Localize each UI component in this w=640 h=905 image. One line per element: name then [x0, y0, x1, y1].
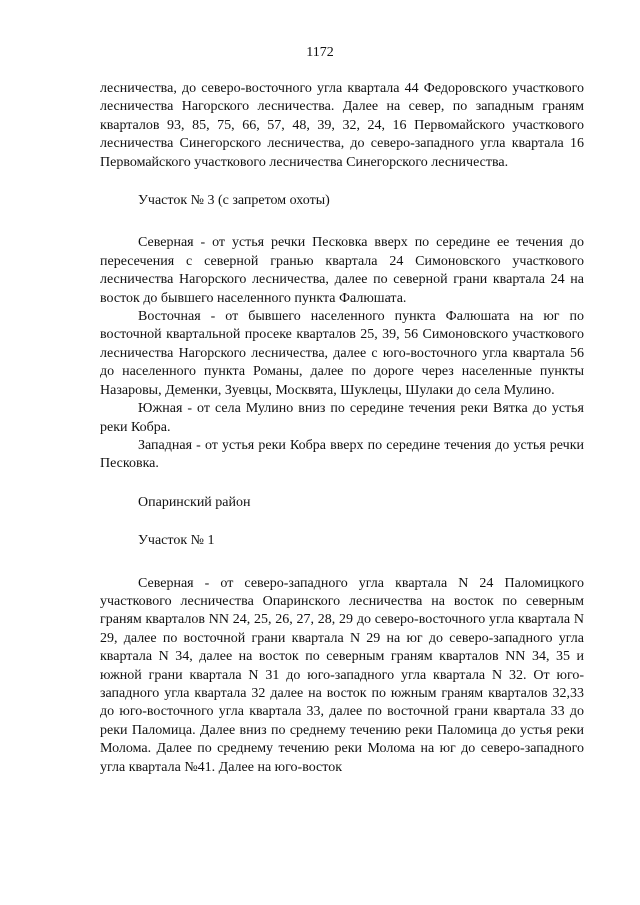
- paragraph-plot1-north: Северная - от северо-западного угла квартала N 24 Паломицкого участкового лесничества Опаринского лесничества на восток по северным граням кварталов NN 24, 25, 26, 27, 28, 29 до северо-восточного угла квартала N 29, далее по восточной грани квартала N 29 на юг до северо-западного угла квартала N 34, далее на восток по северным граням кварталов NN 34, 35 и южной грани квартала N 31 до юго-западного угла квартала N 32. От юго-западного угла квартала 32 далее на восток по южным граням кварталов 32,33 до юго-восточного угла квартала 33, далее по восточной грани квартала 33 до реки Паломица. Далее вниз по среднему течению реки Паломица до устья реки Молома. Далее по среднему течению реки Молома на юг до северо-западного угла квартала №41. Далее на юго-восток: [100, 575, 584, 775]
- document-body: [100, 80, 584, 777]
- paragraph-plot3-south: Южная - от села Мулино вниз по середине течения реки Вятка до устья реки Кобра.: [100, 401, 584, 435]
- page-number: 1172: [306, 45, 334, 60]
- paragraph-continuation: лесничества, до северо-восточного угла квартала 44 Федоровского участкового лесничества Нагорского лесничества. Далее на север, по западным граням кварталов 93, 85, 75, 66, 57, 48, 39, 32, 24, 16 Первомайского участкового лесничества Синегорского лесничества, до северо-западного угла квартала 16 Первомайского участкового лесничества Синегорского лесничества.: [100, 81, 584, 170]
- paragraph-plot3-east: Восточная - от бывшего населенного пункта Фалюшата на юг по восточной квартальной просеке кварталов 25, 39, 56 Симоновского участкового лесничества Нагорского лесничества, далее с юго-восточного угла квартала 56 до населенного пункта Романы, далее по дороге через населенные пункты Назаровы, Деменки, Зуевцы, Москвята, Шуклецы, Шулаки до села Мулино.: [100, 309, 584, 398]
- paragraph-plot3-west: Западная - от устья реки Кобра вверх по середине течения до устья речки Песковка.: [100, 437, 584, 472]
- heading-plot-3: Участок № 3 (с запретом охоты): [138, 193, 330, 209]
- heading-district: Опаринский район: [138, 494, 251, 510]
- heading-plot-1: Участок № 1: [138, 533, 215, 549]
- paragraph-plot3-north: Северная - от устья речки Песковка вверх по середине ее течения до пересечения с северной гранью квартала 24 Симоновского участкового лесничества Нагорского лесничества, далее по северной грани квартала 24 на восток до бывшего населенного пункта Фалюшата.: [100, 235, 584, 306]
